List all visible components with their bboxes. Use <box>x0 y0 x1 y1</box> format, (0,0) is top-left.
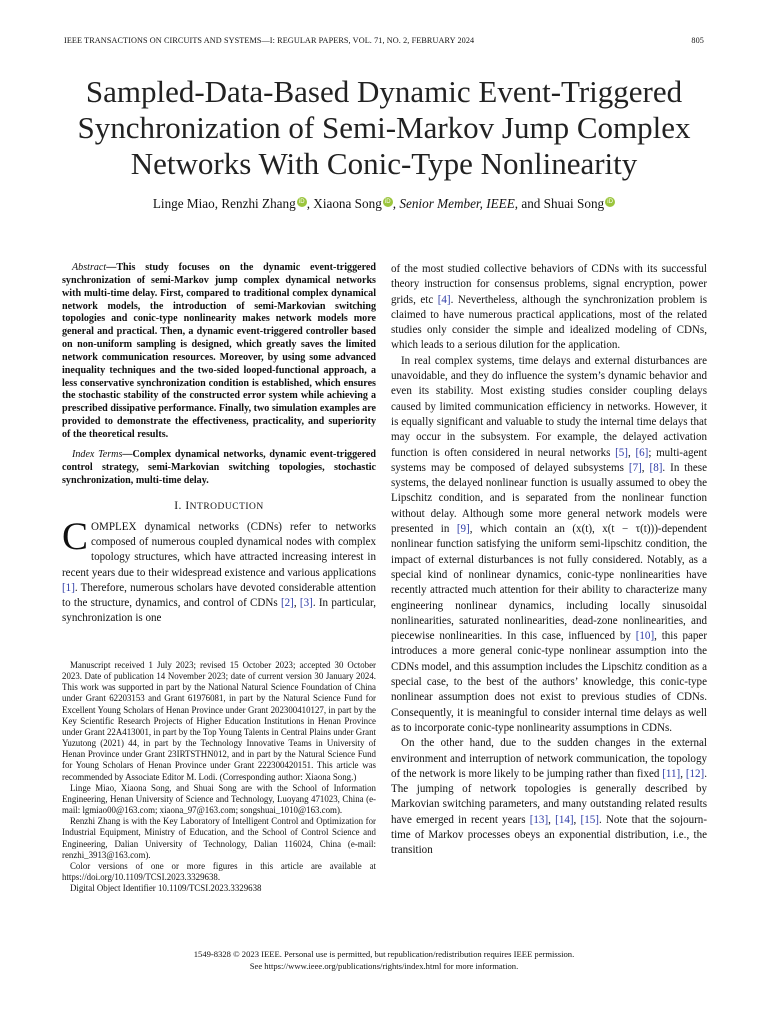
journal-name: IEEE TRANSACTIONS ON CIRCUITS AND SYSTEMS—I: REGULAR PAPERS, VOL. 71, NO. 2, FEBRUARY 2024 <box>64 36 475 45</box>
abstract-text: —This study focuses on the dynamic event-triggered synchronization of semi-Markov jump complex dynamical networks with multi-time delay. First, compared to traditional complex dynamical network models, the introduction of semi-Markovian switching topologies and conic-type nonlinearity makes network models more general and practical. Then, a dynamic event-triggered controller based on non-uniform sampling is designed, which greatly saves the limited network communication resources. Moreover, by using some advanced inequality techniques and the two-sided looped-functional approach, a less conservative synchronization condition is established, which ensures the stochastic stability of the constructed error system while achieving a prescribed dissipative performance. Finally, two simulation examples are provided to demonstrate the effectiveness, practicality, and superiority of the theoretical results. <box>62 262 376 440</box>
title-line: Synchronization of Semi-Markov Jump Complex <box>77 110 691 145</box>
body-paragraph <box>391 354 707 736</box>
paper-title <box>64 74 704 182</box>
author-membership: , Senior Member, IEEE <box>392 196 515 211</box>
author-list <box>64 196 704 212</box>
footnote-affiliation: Linge Miao, Xiaona Song, and Shuai Song are with the School of Information Engineering, Henan University of Science and Technology, Luoyang 471023, China (e-mail: lgmiao00@163.com; xiaona_97@163.com; songshuai_1010@163.com). <box>62 782 376 816</box>
text-run: of the most studied collective behaviors of CDNs with its successful theory instruction for consensus problems, signal encryption, power grids, etc <box>391 263 707 306</box>
section-heading <box>62 499 376 515</box>
title-line: Networks With Conic-Type Nonlinearity <box>130 146 638 181</box>
footnote-manuscript: Manuscript received 1 July 2023; revised 15 October 2023; accepted 30 October 2023. Date of publication 14 November 2023; date of current version 30 January 2024. This work was supported in part by the National Natural Science Foundation of China under Grant 62203153 and Grant 61976081, in part by the Natural Science Fund for Excellent Young Scholars of Henan Province under Grant 202300410127, in part by the Key Scientific Research Projects of Higher Education Institutions in Henan Province under Grant 22A413001, in part by the Top Young Talents in Central Plains under Grant Yuzutong (2021) 44, in part by the Technology Innovative Teams in University of Henan Province under Grant 23IRTSTHN012, and in part by the Natural Science Fund for Young Scholars of Henan Province under Grant 222300420151. This article was recommended by Associate Editor M. Lodi. (Corresponding author: Xiaona Song.) <box>62 660 376 782</box>
intro-paragraph <box>62 514 376 627</box>
text-run: On the other hand, due to the sudden changes in the external environment and interruption of network communication, the topology of the network is more likely to be jumping rather than fixed <box>391 737 707 780</box>
text-run: . Nevertheless, although the synchronization problem is claimed to have numerous practical applications, most of the related studies only consider the simple and idealized modeling of CDNs, which leads to a serious dilution for the application. <box>391 293 707 352</box>
text-run: , <box>293 597 300 610</box>
text-run: , <box>548 813 556 826</box>
section-title-rest: NTRODUCTION <box>189 502 264 513</box>
citation-link[interactable]: [2] <box>280 597 294 610</box>
footnotes <box>62 660 376 894</box>
citation-link[interactable]: [11] <box>662 767 681 780</box>
author-name: , and Shuai Song <box>514 196 605 211</box>
citation-link[interactable]: [1] <box>62 581 75 594</box>
text-run: , which contain an (x(t), x(t − τ(t)))-dependent nonlinear function satisfying the uniform semi-lipschitz condition, the impact of external disturbances is not fully considered. Notably, as a special kind of nonlinear dynamics, conic-type nonlinearities have recently attracted much attention for their ability to characterize many engineering nonlinear dynamics, including locally sinusoidal nonlinearities, saturated nonlinearities, dead-zone nonlinearities, and piecewise nonlinearities. In this case, influenced by <box>391 523 707 643</box>
section-numeral: I. <box>174 500 186 513</box>
text-run: OMPLEX dynamical networks (CDNs) refer to networks composed of numerous coupled dynamical nodes with complex topology structures, which have attracted increasing interest in recent years due to their widespread existence and various applications <box>62 520 376 579</box>
drop-cap: C <box>62 514 89 558</box>
citation-link[interactable]: [10] <box>635 630 655 643</box>
citation-link[interactable]: [13] <box>529 813 549 826</box>
rights-link-line[interactable]: See https://www.ieee.org/publications/rights/index.html for more information. <box>249 961 519 971</box>
index-terms <box>62 449 376 488</box>
orcid-icon[interactable]: iD <box>383 197 393 207</box>
citation-link[interactable]: [9] <box>456 523 470 536</box>
footnote-doi: Digital Object Identifier 10.1109/TCSI.2023.3329638 <box>70 883 262 894</box>
text-run: , <box>628 446 636 459</box>
text-run: , this paper introduces a more general conic-type nonlinear assumption into the CDNs model, and this assumption includes the Lipschitz condition as a special case, to the best of the authors’ knowledge, this conic-type nonlinear assumption does not exist to previous studies of CDNs. Consequently, it is meaningful to consider internal time delays as well as to incorporate conic-type nonlinearity assumptions in CDNs. <box>391 630 708 734</box>
text-run: ; multi-agent systems may be composed of delayed subsystems <box>391 446 707 474</box>
footnote-color-versions: Color versions of one or more figures in this article are available at https://doi.org/10.1109/TCSI.2023.3329638. <box>62 860 376 882</box>
right-column <box>391 262 707 859</box>
text-run: , <box>680 767 686 780</box>
author-name: Linge Miao, <box>152 196 222 211</box>
citation-link[interactable]: [4] <box>437 293 451 306</box>
citation-link[interactable]: [15] <box>580 813 599 826</box>
copyright-footer <box>64 948 704 972</box>
body-paragraph <box>391 736 707 858</box>
citation-link[interactable]: [8] <box>649 461 663 474</box>
citation-link[interactable]: [12] <box>685 767 705 780</box>
text-run: . Therefore, numerous scholars have devoted considerable attention to the structure, dynamics, and control of CDNs <box>62 581 376 610</box>
text-run: . Note that the sojourn-time of Markov processes obeys an exponential distribution, i.e., the transition <box>391 813 707 857</box>
section-title-initial: I <box>185 500 190 513</box>
text-run: . In particular, synchronization is one <box>62 597 376 625</box>
page-number: 805 <box>691 36 704 45</box>
abstract <box>62 262 376 442</box>
author-name: , Xiaona Song <box>306 196 382 211</box>
footnote-affiliation: Renzhi Zhang is with the Key Laboratory of Intelligent Control and Optimization for Industrial Equipment, Ministry of Education, and the School of Control Science and Engineering, Dalian University of Technology, Dalian 116024, China (e-mail: renzhi_3913@163.com). <box>62 816 376 860</box>
author-name: Renzhi Zhang <box>221 196 296 211</box>
left-column <box>62 262 376 627</box>
text-run: In real complex systems, time delays and external disturbances are unavoidable, and they do influence the system’s dynamic behavior and even its stability. Most existing studies consider coupling delays caused by limited communication efficiency in networks. However, it is equally significant and valuable to study the internal time delays that may occur in the subsystem. For example, the delayed activation function is often considered in neural networks <box>391 354 707 459</box>
citation-link[interactable]: [7] <box>628 461 642 474</box>
index-terms-text: —Complex dynamical networks, dynamic event-triggered control strategy, semi-Markovian switching topologies, stochastic synchronization, multi-time delay. <box>62 448 376 486</box>
citation-link[interactable]: [3] <box>299 597 313 610</box>
citation-link[interactable]: [6] <box>635 446 649 459</box>
title-line: Sampled-Data-Based Dynamic Event-Triggered <box>85 74 683 109</box>
text-run: . In these systems, the delayed nonlinear function is usually assumed to obey the Lipschitz condition, and is separated from the nonlinear function without delay. Although some more general network models were presented in <box>391 461 708 536</box>
citation-link[interactable]: [5] <box>615 446 628 459</box>
copyright-line: 1549-8328 © 2023 IEEE. Personal use is permitted, but republication/redistribution requires IEEE permission. <box>193 949 575 959</box>
body-paragraph <box>391 262 707 354</box>
text-run: . The jumping of network topologies is generally described by Markovian switching parameters, and many outstanding related results have emerged in recent years <box>391 767 707 826</box>
text-run: , <box>641 461 650 474</box>
text-run: , <box>573 813 581 826</box>
citation-link[interactable]: [14] <box>555 813 574 826</box>
orcid-icon[interactable]: iD <box>605 197 615 207</box>
running-header <box>64 36 704 48</box>
abstract-label: Abstract <box>72 262 107 273</box>
orcid-icon[interactable]: iD <box>297 197 307 207</box>
index-terms-label: Index Terms <box>72 448 123 460</box>
